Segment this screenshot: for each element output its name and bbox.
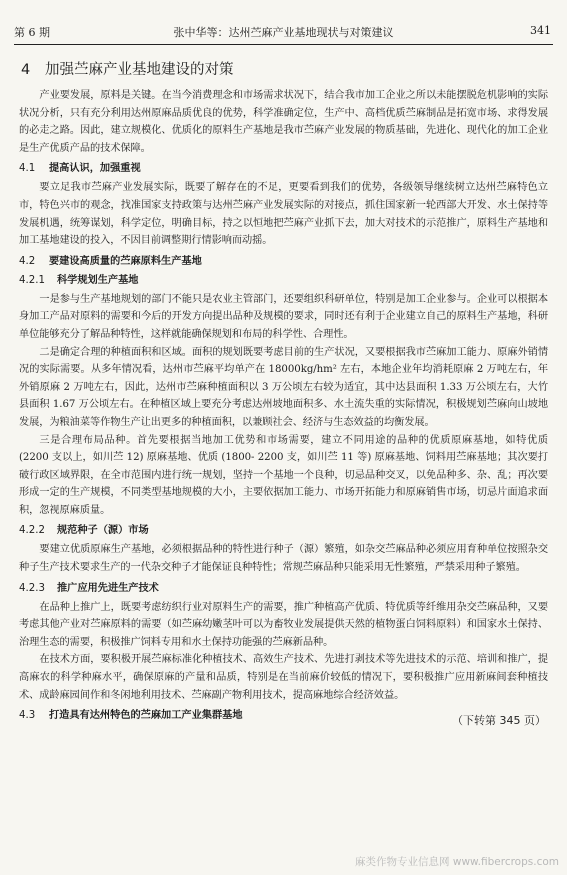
subsection-title: 提高认识，加强重视 xyxy=(49,163,141,175)
paragraph: 在品种上推广上，既要考虑纺织行业对原料生产的需要，推广种植高产优质、特优质等纤维用杂交苎麻品种，又要考虑其他产业对苎麻原料的需要（如苎麻幼嫩茎叶可以为畜牧业发展提供天然的植物蛋白饲料原料）和国家水土保持、治理生态的需要，积极推广饲料专用和水土保持功能强的苎麻新品种。 xyxy=(19,601,548,648)
subsection-number: 4.2.1 xyxy=(19,274,45,286)
subsection-number: 4.2 xyxy=(19,255,36,267)
article-body xyxy=(19,58,548,726)
last-heading-row xyxy=(19,709,548,728)
subsection-title: 科学规划生产基地 xyxy=(57,274,139,286)
section-title: 加强苎麻产业基地建设的对策 xyxy=(45,62,234,78)
subsection-number: 4.2.3 xyxy=(19,582,45,594)
subsection-heading-4-2-3 xyxy=(19,582,548,596)
subsection-heading-4-2-1 xyxy=(19,274,548,288)
subsection-heading-4-2-2 xyxy=(19,524,548,538)
subsection-number: 4.3 xyxy=(19,710,36,722)
subsection-heading-4-2 xyxy=(19,255,548,269)
paragraph: 一是参与生产基地规划的部门不能只是农业主管部门，还要组织科研单位，特别是加工企业参与。企业可以根据本身加工产品对原料的需要和今后的开发方向提出品种及规模的要求，同时还有利于企业建立自己的原料生产基地，科研单位能够充分了解品种特性，这样就能确保规划和布局的科学性、合理性。 xyxy=(19,293,548,340)
site-watermark: 麻类作物专业信息网 www.fibercrops.com xyxy=(355,856,559,868)
paragraph: 二是确定合理的种植面积和区域。面积的规划既要考虑目前的生产状况，又要根据我市苎麻加工能力、原麻外销情况的实际需要。从多年情况看，达州市苎麻平均单产在 18000kg/hm² 左右，本地企业年均消耗原麻 2 万吨左右，年外销原麻 2 万吨左右，因此，达州市苎麻种植面积以 3 万公顷左右较为适宜，其中达县面积 1.33 万公顷左右，大竹县面积 1.67 万公顷左右。在种植区域上要充分考虑达州坡地面积多、水土流失重的实际情况，积极规划苎麻向山坡地发展，为粮油菜等作物生产让出更多的种植面积，以兼顾社会、经济与生态效益的均衡发展。 xyxy=(19,346,548,428)
paragraph: 要立足我市苎麻产业发展实际，既要了解存在的不足，更要看到我们的优势，各级领导继续树立达州苎麻特色立市，特色兴市的观念，找准国家支持政策与达州苎麻产业发展实际的对接点，抓住国家新一轮西部大开发、水土保持等发展机遇，统筹谋划，科学定位，明确目标，持之以恒地把苎麻产业抓下去，加大对技术的示范推广，原料生产基地和加工基地建设的投入，不因目前调整期行情影响而动摇。 xyxy=(19,182,548,247)
subsection-number: 4.1 xyxy=(19,163,36,175)
section-number: 4 xyxy=(21,62,31,78)
subsection-heading-4-1 xyxy=(19,162,548,176)
continued-on-page-note: （下转第 345 页） xyxy=(452,714,546,728)
section-intro: 产业要发展，原料是关键。在当今消费理念和市场需求状况下，结合我市加工企业之所以未能摆脱危机影响的实际状况分析，只有充分利用达州原麻品质优良的优势，科学准确定位，生产中、高档优质苎麻制品是拓宽市场、求得发展的必走之路。因此，建立规模化、优质化的原料生产基地是我市苎麻产业发展的物质基础，先进化、现代化的加工企业是生产优质产品的技术保障。 xyxy=(19,90,548,154)
page-number: 341 xyxy=(530,24,551,37)
subsection-title: 要建设高质量的苎麻原料生产基地 xyxy=(49,255,202,267)
subsection-title: 打造具有达州特色的苎麻加工产业集群基地 xyxy=(49,710,243,722)
running-title: 张中华等：达州苎麻产业基地现状与对策建议 xyxy=(173,26,394,39)
paragraph: 要建立优质原麻生产基地，必须根据品种的特性进行种子（源）繁殖，如杂交苎麻品种必须应用育种单位按照杂交种子生产技术要求生产的一代杂交种子才能保证良种特性；常规苎麻品种只能采用无性繁殖，严禁采用种子繁殖。 xyxy=(19,544,548,574)
subsection-title: 规范种子（源）市场 xyxy=(57,525,149,537)
paragraph: 三是合理布局品种。首先要根据当地加工优势和市场需要，建立不同用途的品种的优质原麻基地，如特优质 (2200 支以上，如川苎 12) 原麻基地、优质 (1800- 2200 支，如川苎 11 等) 原麻基地、饲料用苎麻基地；其次要打破行政区域界限，在全市范围内进行统一规划，坚持一个基地一个良种，切忌品种交叉，以免品种多、杂、乱；再次要形成一定的生产规模，不同类型基地规模的大小，主要依据加工能力、市场开拓能力和原麻销售市场，切忌片面追求面积，忽视原麻质量。 xyxy=(19,434,548,516)
subsection-number: 4.2.2 xyxy=(19,525,45,537)
paragraph: 在技术方面，要积极开展苎麻标准化种植技术、高效生产技术、先进打剥技术等先进技术的示范、培训和推广，提高麻农的科学种麻水平，确保原麻的产量和品质，特别是在当前麻价较低的情况下，要积极推广应用新麻间套种植技术、成龄麻园间作和冬闲地利用技术、苎麻副产物利用技术，提高麻地综合经济效益。 xyxy=(19,654,548,701)
subsection-title: 推广应用先进生产技术 xyxy=(57,582,159,594)
section-heading xyxy=(19,58,548,79)
page-header xyxy=(14,20,553,45)
issue-label: 第 6 期 xyxy=(14,26,50,39)
